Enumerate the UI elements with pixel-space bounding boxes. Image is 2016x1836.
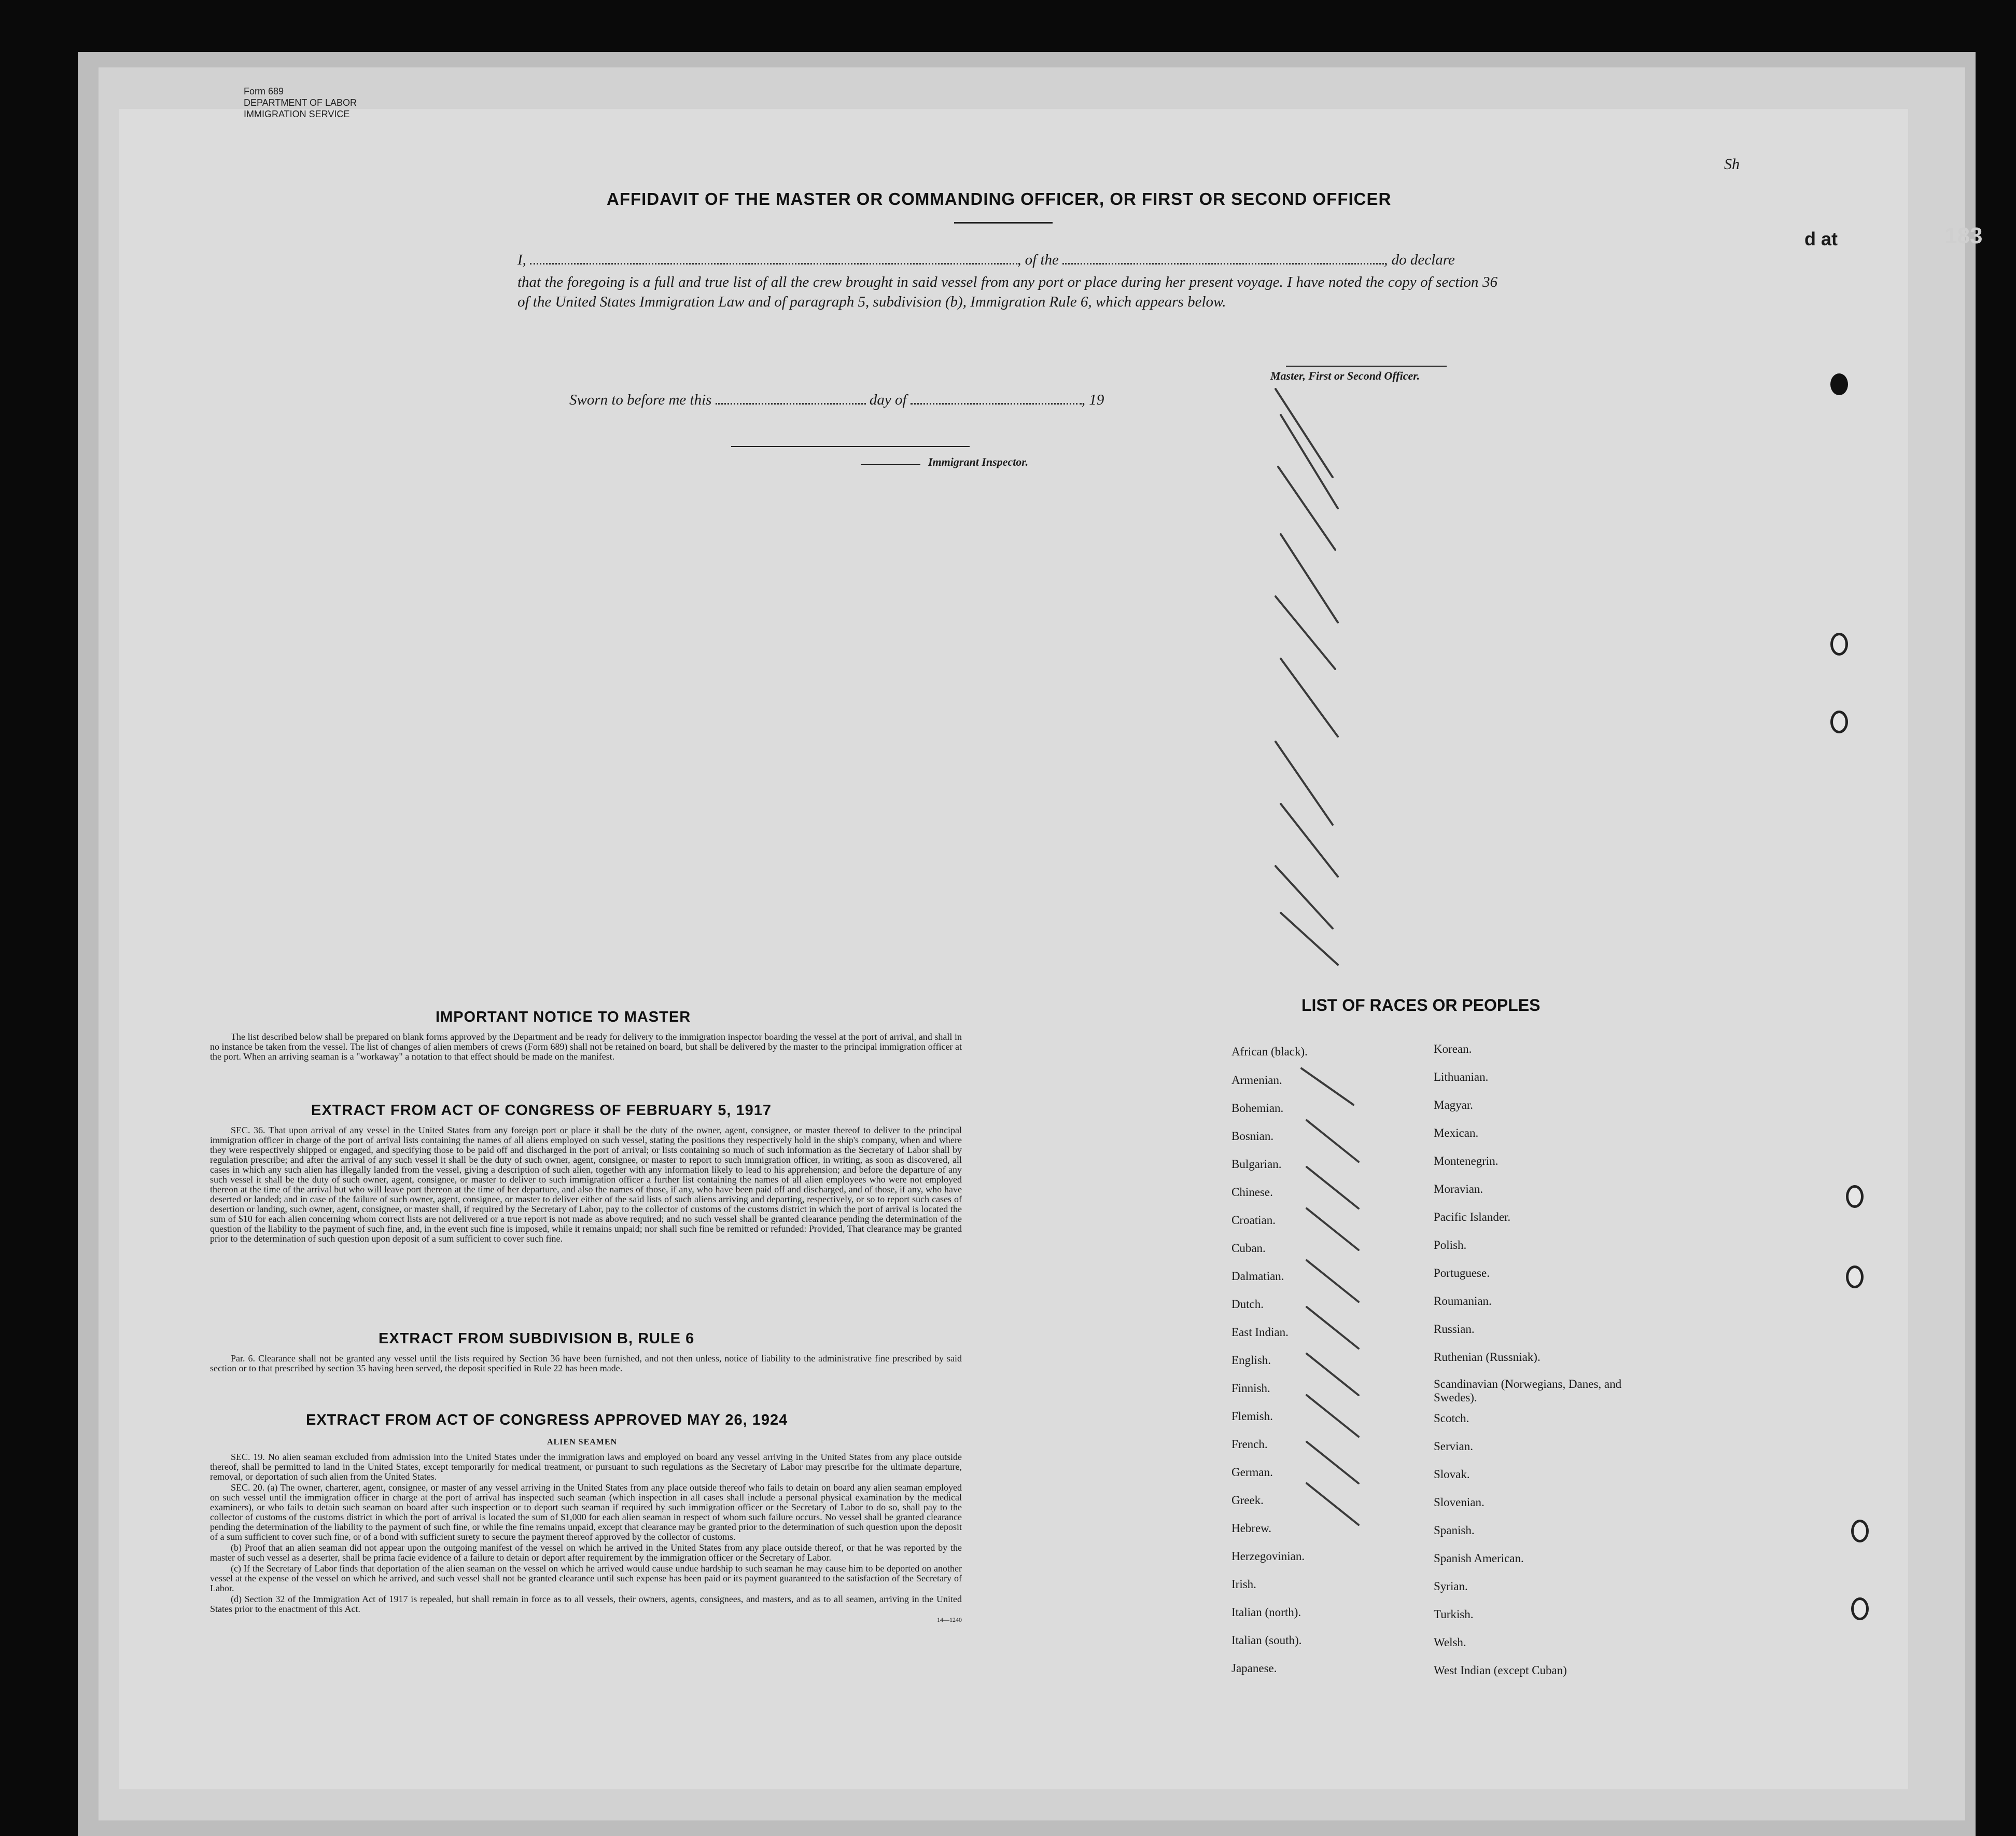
race-item: Moravian. [1434,1183,1483,1195]
race-item: Italian (south). [1231,1634,1302,1647]
race-item: Flemish. [1231,1410,1273,1423]
race-item: Syrian. [1434,1580,1468,1593]
race-item: East Indian. [1231,1326,1289,1339]
race-item: Servian. [1434,1440,1474,1453]
vessel-blank[interactable] [1062,263,1384,265]
race-item: Dalmatian. [1231,1270,1284,1283]
race-item: Greek. [1231,1494,1264,1507]
race-item: Montenegrin. [1434,1155,1499,1167]
affidavit-title: AFFIDAVIT OF THE MASTER OR COMMANDING OFFICER, OR FIRST OR SECOND OFFICER [607,189,1392,208]
race-item: Irish. [1231,1578,1256,1591]
at-label: d at [1804,228,1838,249]
race-item: Welsh. [1434,1636,1466,1649]
race-item: Ruthenian (Russniak). [1434,1351,1541,1364]
race-item: Spanish. [1434,1524,1475,1537]
inspector-dots [861,464,920,465]
race-item: Magyar. [1434,1098,1474,1111]
race-item: Pacific Islander. [1434,1211,1511,1223]
sworn-month-blank[interactable] [911,403,1082,405]
race-item: Cuban. [1231,1242,1266,1255]
race-item: Bosnian. [1231,1130,1274,1143]
race-item: Bohemian. [1231,1102,1284,1115]
race-item: Armenian. [1231,1074,1282,1087]
form-code: 14—1240 [937,1616,962,1623]
notice-text: The list described below shall be prepared on blank forms approved by the Department and be ready for delivery to the immigration inspector boarding the vessel at the port of arrival, and shall in no instance be taken from the vessel. The list of changes of alien members of crews (Form 689) shall not be retained on board, but shall be delivered by the master to the principal immigration officer at the port. When an arriving seaman is a "workaway" a notation to that effect should be made on the manifest. [210,1032,962,1062]
race-item: West Indian (except Cuban) [1434,1664,1567,1677]
extract-1924-title: EXTRACT FROM ACT OF CONGRESS APPROVED MAY 26, 1924 [306,1412,788,1428]
race-item: Lithuanian. [1434,1070,1489,1083]
race-item: Slovenian. [1434,1496,1485,1509]
notice-title: IMPORTANT NOTICE TO MASTER [436,1009,691,1025]
extract-1924-text: SEC. 19. No alien seaman excluded from admission into the United States under the immigration laws and employed on board any vessel arriving in the United States from any place outside thereof, shall be permitted to land in the United States, except temporarily for medical treatment, or pursuant to such regulations as the Secretary of Labor may prescribe for the ultimate departure, removal, or deportation of such alien from the United States. SEC. 20. (a) The owner, charterer, agent, consignee, or master of any vessel arriving in the United States from any place outside thereof who fails to detain on board any alien seaman employed on such vessel until the immigration officer in charge at the port of arrival has inspected such seaman (which inspection in all cases shall include a personal physical examination by the medical examiners), or who fails to detain such seaman on board after such inspection or to deport such seaman if required by such immigration officer or the Secretary of Labor to do so, shall pay to the collector of customs of the customs district in which the port of arrival is located the sum of $1,000 for each alien seaman in respect of whom such failure occurs. No vessel shall be granted clearance pending the determination of the liability to the payment of such fine, or while the fine remains unpaid, except that clearance may be granted prior to the determination of such question upon the deposit of a sum sufficient to cover such fine, or of a bond with sufficient surety to secure the payment thereof approved by the collector of customs. (b) Proof that an alien seaman did not appear upon the outgoing manifest of the vessel on which he arrived in the United States from any place outside thereof, or that he was reported by the master of such vessel as a deserter, shall be prima facie evidence of a failure to detain or deport after requirement by the immigration officer or the Secretary of Labor. (c) If the Secretary of Labor finds that deportation of the alien seaman on the vessel on which he arrived would cause undue hardship to such seaman he may cause him to be deported on another vessel at the expense of the vessel on which he arrived, and such vessel shall not be granted clearance until such expense has been paid or its payment guaranteed to the satisfaction of the Secretary of Labor. (d) Section 32 of the Immigration Act of 1917 is repealed, but shall remain in force as to all vessels, their owners, agents, consignees, and masters, and as to all seamen, arriving in the United States prior to the enactment of this Act. 14—1240 [210,1452,962,1625]
race-item: Scotch. [1434,1412,1469,1425]
race-item: Hebrew. [1231,1522,1272,1535]
races-title: LIST OF RACES OR PEOPLES [1301,996,1541,1014]
affidavit-body: that the foregoing is a full and true list of all the crew brought in said vessel from any port or place during her present voyage. I have noted the copy of section 36 of the United States Immigration Law and of paragraph 5, subdivision (b), Immigration Rule 6, which appears below. [517,274,1497,310]
race-item: Herzegovinian. [1231,1550,1305,1563]
race-item: Croatian. [1231,1214,1276,1227]
declaration-line: I, , of the , do declare [517,252,1455,268]
race-item: Polish. [1434,1239,1467,1251]
race-item: Japanese. [1231,1662,1277,1675]
sheet-label: Sh [1724,156,1740,173]
race-item: Dutch. [1231,1298,1264,1311]
extract-rule6-title: EXTRACT FROM SUBDIVISION B, RULE 6 [379,1330,695,1347]
race-item: Slovak. [1434,1468,1470,1481]
sworn-line: Sworn to before me this day of , 19 [569,392,1104,408]
race-item: Chinese. [1231,1186,1273,1199]
extract-rule6-text: Par. 6. Clearance shall not be granted any vessel until the lists required by Section 36 have been furnished, and not then unless, notice of liability to the administrative fine prescribed by said section or to that prescribed by section 35 having been served, the deposit specified in Rule 22 has been made. [210,1353,962,1373]
form-identifier: Form 689 DEPARTMENT OF LABOR IMMIGRATION SERVICE [244,86,357,119]
sheet-number: 183 [1944,223,1983,248]
binder-hole [1851,1597,1869,1620]
race-item: Spanish American. [1434,1552,1524,1565]
race-item: African (black). [1231,1045,1308,1058]
binder-hole [1851,1520,1869,1542]
race-item: Turkish. [1434,1608,1474,1621]
sworn-day-blank[interactable] [716,403,866,405]
race-item: Russian. [1434,1323,1475,1336]
race-item: English. [1231,1354,1271,1367]
race-item: Portuguese. [1434,1267,1490,1279]
inspector-label: Immigrant Inspector. [928,455,1029,468]
race-item: French. [1231,1438,1268,1451]
race-item: Roumanian. [1434,1295,1492,1308]
race-item: Italian (north). [1231,1606,1301,1619]
master-signature-label: Master, First or Second Officer. [1270,369,1420,382]
binder-hole [1846,1185,1864,1208]
race-item: Bulgarian. [1231,1158,1282,1171]
title-rule [954,222,1053,224]
alien-seamen-heading: ALIEN SEAMEN [547,1438,618,1446]
extract-1917-text: SEC. 36. That upon arrival of any vessel in the United States from any foreign port or place it shall be the duty of the owner, agent, consignee, or master thereof to deliver to the principal immigration officer in charge of the port of arrival lists containing the names of all aliens employed on such vessel, stating the positions they respectively hold in the ship's company, when and where they were respectively shipped or engaged, and specifying those to be paid off and discharged in the port of arrival; or lists containing so much of such information as the Secretary of Labor shall by regulation prescribe; and after the arrival of any such vessel it shall be the duty of such owner, agent, consignee, or master to report to such immigration officer, in writing, as soon as discovered, all cases in which any such alien has illegally landed from the vessel, giving a description of such alien, together with any information likely to lead to his apprehension; and before the departure of any such vessel it shall be the duty of such owner, agent, consignee, or master to deliver to such immigration officer a further list containing the names of all alien employees who were not employed thereon at the time of the arrival but who will leave port thereon at the time of her departure, and also the names of those, if any, who have been paid off and discharged, and of those, if any, who have deserted or landed; and in case of the failure of such owner, agent, consignee, or master to deliver either of the said lists of such aliens arriving and departing, respectively, or so to report such cases of desertion or landing, such owner, agent, consignee, or master shall, if required by the Secretary of Labor, pay to the collector of customs of the customs district in which the port of arrival is located the sum of $10 for each alien concerning whom correct lists are not delivered or a true report is not made as above required; and no such vessel shall be granted clearance pending the determination of the question of the liability to the payment of such fine, and, in the event such fine is imposed, while it remains unpaid; nor shall such fine be remitted or refunded: Provided, That clearance may be granted prior to the determination of such question upon deposit of a sum sufficient to cover such fine. [210,1125,962,1244]
race-item: Korean. [1434,1042,1472,1055]
binder-hole [1830,711,1848,733]
binder-hole [1830,373,1848,395]
ditto-marks [1265,379,1369,1561]
race-item: Scandinavian (Norwegians, Danes, and Swedes). [1434,1378,1622,1404]
race-item: Finnish. [1231,1382,1270,1395]
race-item: German. [1231,1466,1273,1479]
race-item: Mexican. [1434,1126,1479,1139]
binder-hole [1846,1265,1864,1288]
binder-hole [1830,633,1848,656]
master-signature-line[interactable] [1286,366,1447,367]
name-blank[interactable] [530,263,1017,265]
extract-1917-title: EXTRACT FROM ACT OF CONGRESS OF FEBRUARY 5, 1917 [311,1102,772,1119]
inspector-signature-line[interactable] [731,446,970,447]
